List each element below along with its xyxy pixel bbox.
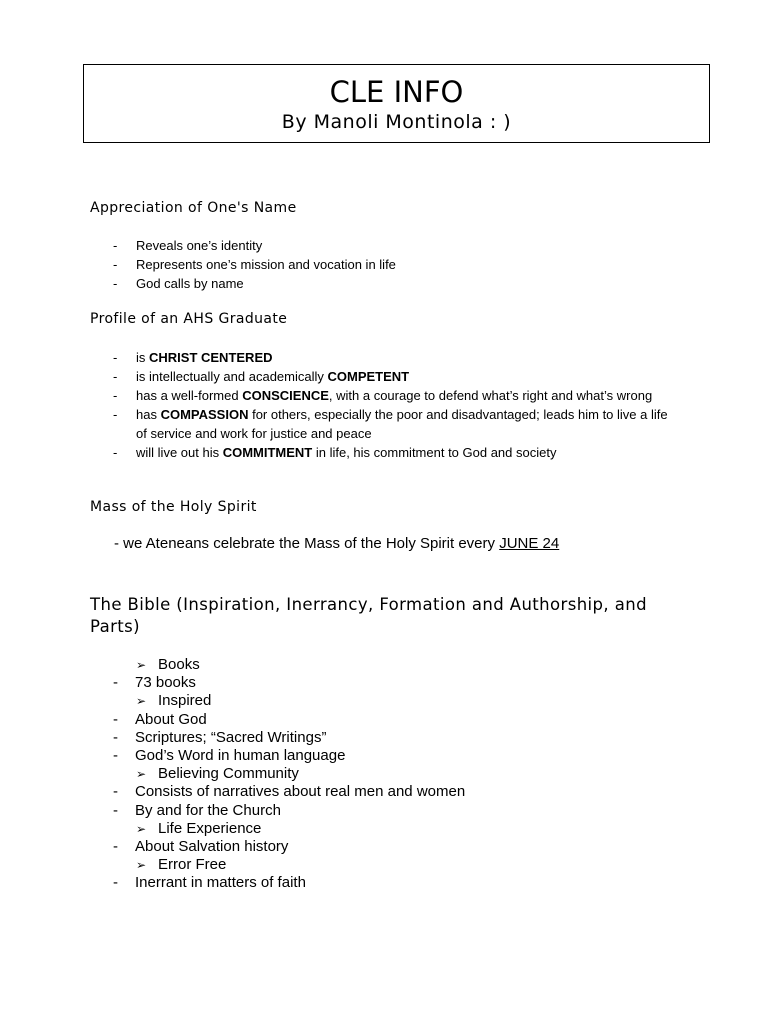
dash-marker: -	[113, 350, 118, 365]
dash-marker: -	[113, 407, 118, 422]
profile-list	[0, 348, 681, 462]
list-item: - Reveals one’s identity	[113, 238, 263, 253]
list-item: ➢ Error Free	[136, 856, 227, 874]
dash-marker: -	[113, 710, 118, 728]
list-item: - is CHRIST CENTERED	[113, 350, 273, 365]
dash-marker: -	[113, 783, 118, 801]
dash-marker: -	[113, 746, 118, 764]
list-item: - is intellectually and academically COMPETENT	[113, 369, 410, 384]
section-heading-bible: The Bible (Inspiration, Inerrancy, Formation and Authorship, and Parts)	[90, 595, 647, 636]
list-item: ➢ Inspired	[136, 692, 212, 710]
arrow-bullet-icon: ➢	[136, 858, 147, 873]
arrow-bullet-icon: ➢	[136, 658, 147, 672]
name-list	[0, 236, 681, 293]
list-item: - Inerrant in matters of faith	[113, 874, 306, 892]
list-item: - has a well-formed CONSCIENCE, with a courage to defend what’s right and what’s wrong	[113, 388, 653, 403]
dash-marker: -	[113, 674, 118, 692]
dash-marker: -	[113, 837, 118, 855]
arrow-bullet-icon: ➢	[136, 694, 147, 709]
dash-marker: -	[113, 874, 118, 892]
section-heading-name: Appreciation of One's Name	[90, 200, 297, 216]
list-item: - By and for the Church	[113, 801, 281, 819]
section-heading-mass: Mass of the Holy Spirit	[90, 499, 257, 515]
dash-marker: -	[113, 445, 118, 460]
section-heading-profile: Profile of an AHS Graduate	[90, 311, 288, 327]
mass-date: JUNE 24	[499, 535, 560, 552]
title-box	[83, 64, 710, 143]
list-item: ➢ Books	[136, 656, 200, 673]
dash-marker: -	[113, 257, 118, 272]
list-item: - Represents one’s mission and vocation in life	[113, 257, 396, 272]
list-item: - About God	[113, 710, 207, 728]
arrow-bullet-icon: ➢	[136, 821, 147, 836]
mass-text: - we Ateneans celebrate the Mass of the Holy Spirit every JUNE 24	[114, 535, 560, 552]
list-item: - will live out his COMMITMENT in life, his commitment to God and society	[113, 445, 557, 460]
dash-marker: -	[113, 276, 118, 291]
list-item: ➢ Believing Community	[136, 765, 299, 783]
dash-marker: -	[113, 728, 118, 746]
bible-list	[0, 656, 465, 892]
list-item: - has COMPASSION for others, especially the poor and disadvantaged; leads him to live a life of service and work for justice and peace	[113, 407, 668, 441]
arrow-bullet-icon: ➢	[136, 767, 147, 782]
list-item: - God calls by name	[113, 276, 244, 291]
page-subtitle: By Manoli Montinola : )	[281, 111, 512, 133]
page-title: CLE INFO	[329, 75, 464, 109]
list-item: ➢ Life Experience	[136, 819, 262, 837]
dash-marker: -	[113, 388, 118, 403]
list-item: - Scriptures; “Sacred Writings”	[113, 728, 327, 746]
list-item: - Consists of narratives about real men and women	[113, 783, 466, 801]
dash-marker: -	[113, 238, 118, 253]
dash-marker: -	[113, 801, 118, 819]
list-item: - God’s Word in human language	[113, 746, 346, 764]
list-item: - About Salvation history	[113, 837, 289, 855]
list-item: - 73 books	[113, 674, 196, 692]
dash-marker: -	[113, 369, 118, 384]
